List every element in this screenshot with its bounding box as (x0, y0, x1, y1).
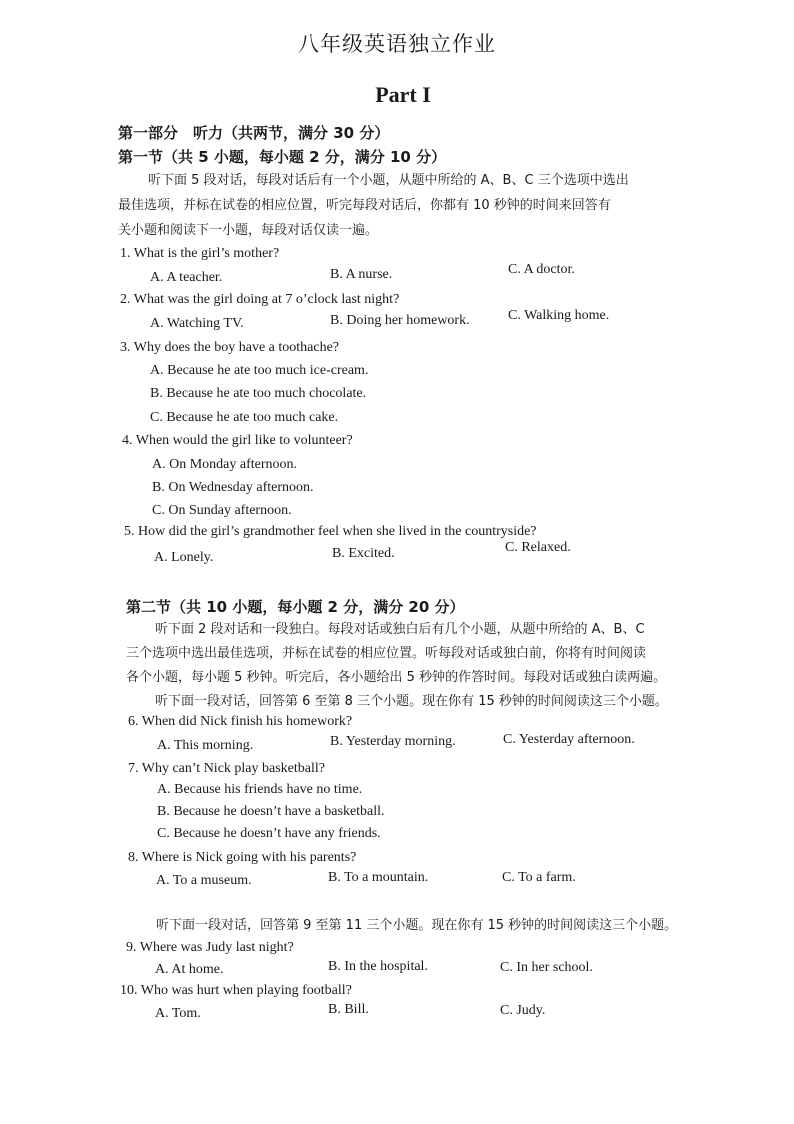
question-5: 5. How did the girl’s grandmother feel when she lived in the countryside? (124, 524, 537, 539)
option-b: B. A nurse. (330, 267, 393, 282)
option-c: C. Walking home. (508, 308, 610, 323)
page-title: 八年级英语独立作业 (298, 32, 496, 56)
option-b: B. Doing her homework. (330, 313, 470, 328)
subsection-heading-2: 第二节（共 10 小题，每小题 2 分，满分 20 分） (126, 598, 465, 616)
option-c: C. Because he doesn’t have any friends. (157, 826, 381, 841)
option-b: B. On Wednesday afternoon. (152, 480, 314, 495)
section-heading: 第一部分 听力（共两节，满分 30 分） (118, 124, 390, 142)
subsection-heading-1: 第一节（共 5 小题，每小题 2 分，满分 10 分） (118, 148, 447, 166)
question-10: 10. Who was hurt when playing football? (120, 983, 352, 998)
option-a: A. Lonely. (154, 550, 214, 565)
option-b: B. Yesterday morning. (330, 734, 456, 749)
part-heading: Part I (375, 82, 431, 107)
option-a: A. Watching TV. (150, 316, 244, 331)
question-9: 9. Where was Judy last night? (126, 940, 294, 955)
instructions-line: 听下面一段对话，回答第 6 至第 8 三个小题。现在你有 15 秒钟的时间阅读这三个小题。 (155, 694, 668, 709)
option-c: C. Because he ate too much cake. (150, 410, 339, 425)
question-8: 8. Where is Nick going with his parents? (128, 850, 357, 865)
question-2: 2. What was the girl doing at 7 o’clock last night? (120, 292, 400, 307)
option-a: A. Because his friends have no time. (157, 782, 363, 797)
option-b: B. Because he doesn’t have a basketball. (157, 804, 385, 819)
option-c: C. A doctor. (508, 262, 575, 277)
option-b: B. In the hospital. (328, 959, 428, 974)
option-c: C. In her school. (500, 960, 593, 975)
option-c: C. On Sunday afternoon. (152, 503, 292, 518)
option-a: A. A teacher. (150, 270, 223, 285)
option-a: A. Because he ate too much ice-cream. (150, 363, 369, 378)
instructions-line: 三个选项中选出最佳选项，并标在试卷的相应位置。听每段对话或独白前，你将有时间阅读 (126, 646, 647, 661)
instructions-line: 关小题和阅读下一小题，每段对话仅读一遍。 (118, 223, 379, 238)
option-a: A. On Monday afternoon. (152, 457, 298, 472)
option-c: C. Yesterday afternoon. (503, 732, 635, 747)
option-a: A. This morning. (157, 738, 254, 753)
option-c: C. Judy. (500, 1003, 546, 1018)
option-b: B. Bill. (328, 1002, 369, 1017)
option-a: A. To a museum. (156, 873, 252, 888)
question-7: 7. Why can’t Nick play basketball? (128, 761, 325, 776)
instructions-line: 听下面一段对话，回答第 9 至第 11 三个小题。现在你有 15 秒钟的时间阅读这三个小题。 (156, 918, 678, 933)
question-1: 1. What is the girl’s mother? (120, 246, 280, 261)
instructions-line: 最佳选项，并标在试卷的相应位置，听完每段对话后，你都有 10 秒钟的时间来回答有 (118, 198, 611, 213)
question-6: 6. When did Nick finish his homework? (128, 714, 353, 729)
option-c: C. Relaxed. (505, 540, 571, 555)
question-4: 4. When would the girl like to volunteer? (122, 433, 353, 448)
question-3: 3. Why does the boy have a toothache? (120, 340, 340, 355)
option-c: C. To a farm. (502, 870, 576, 885)
option-b: B. To a mountain. (328, 870, 429, 885)
instructions-line: 听下面 2 段对话和一段独白。每段对话或独白后有几个小题，从题中所给的 A、B、C (155, 622, 645, 637)
instructions-line: 各个小题，每小题 5 秒钟。听完后，各小题给出 5 秒钟的作答时间。每段对话或独白读两遍。 (126, 670, 667, 685)
option-b: B. Because he ate too much chocolate. (150, 386, 367, 401)
instructions-line: 听下面 5 段对话，每段对话后有一个小题，从题中所给的 A、B、C 三个选项中选出 (148, 173, 629, 188)
option-a: A. Tom. (155, 1006, 201, 1021)
option-b: B. Excited. (332, 546, 395, 561)
option-a: A. At home. (155, 962, 224, 977)
